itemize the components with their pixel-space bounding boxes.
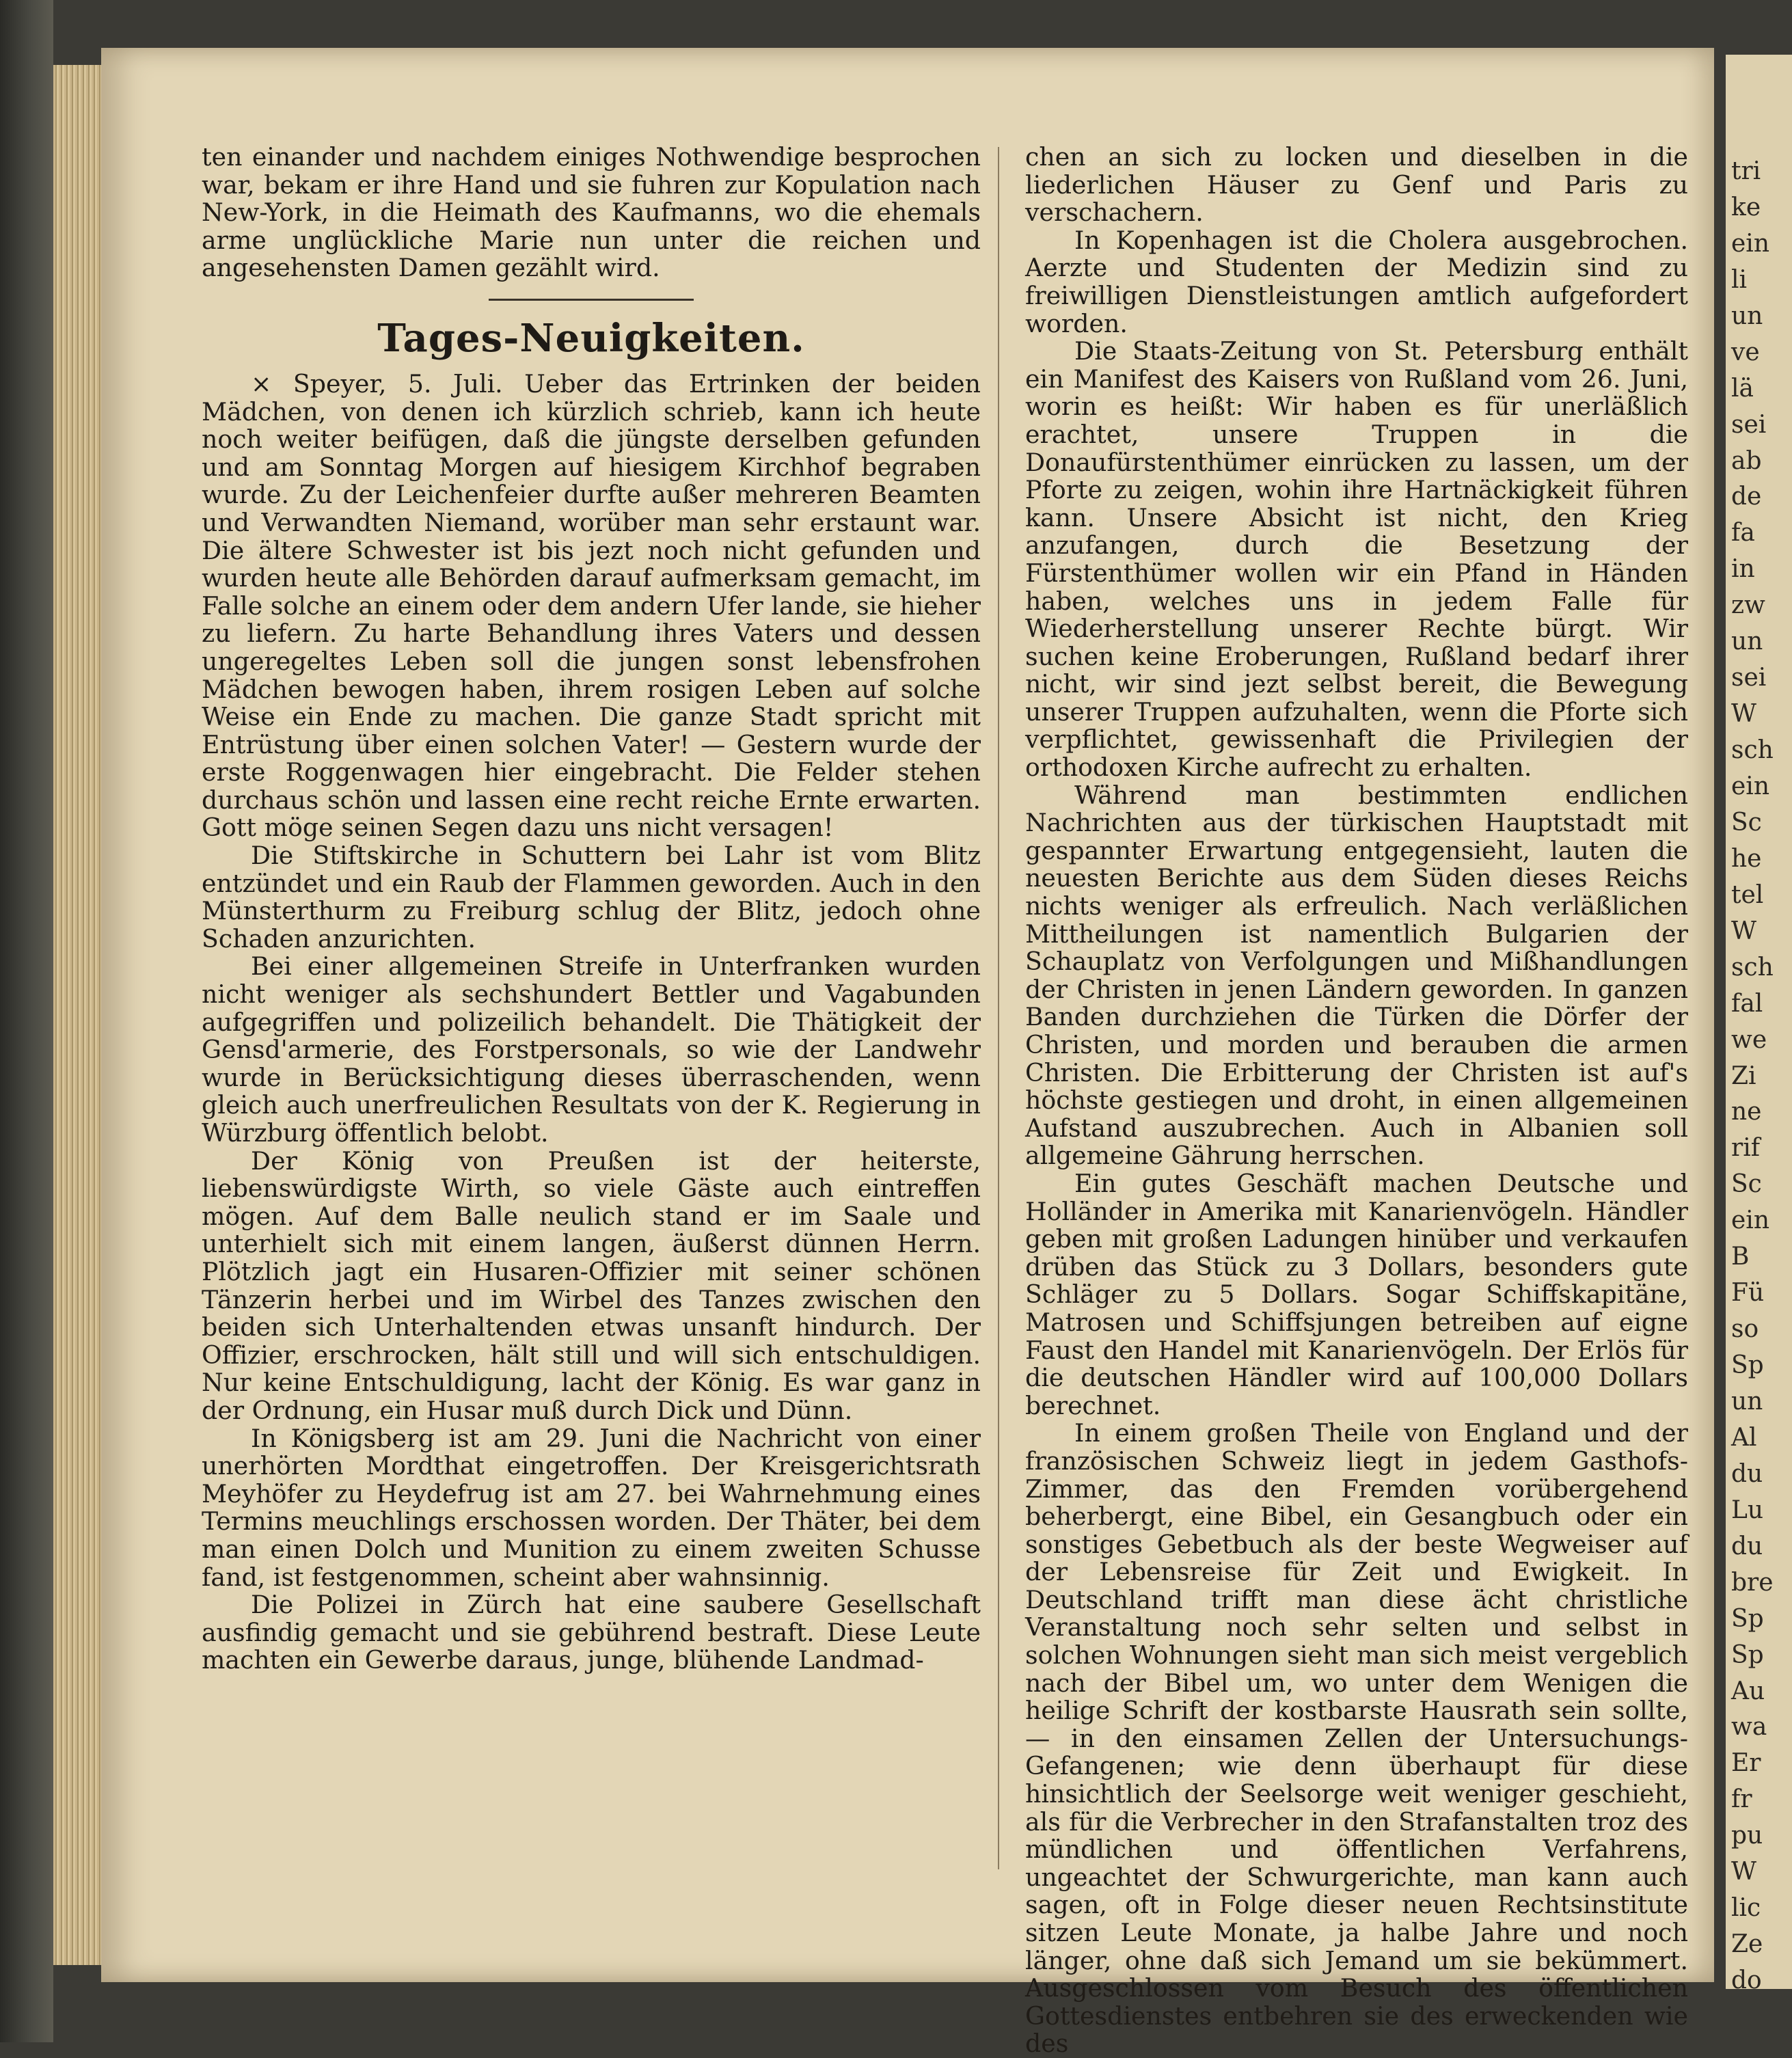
news-petersburg: Die Staats-Zeitung von St. Petersburg enthält ein Manifest des Kaisers von Rußland vom 26. Juni, worin es heißt: Wir haben es für unerläßlich erachtet, unsere Truppen in die Donaufürstenthümer einrücken zu lassen, um der Pforte zu zeigen, wohin ihre Hartnäckigkeit führen kann. Unsere Absicht ist nicht, den Krieg anzufangen, durch die Besetzung der Fürstenthümer wollen wir ein Pfand in Händen haben, welches uns in jedem Falle für Wiederherstellung unserer Rechte bürgt. Wir suchen keine Eroberungen, Rußland bedarf ihrer nicht, wir sind jezt selbst bereit, die Bewegung unserer Truppen aufzuhalten, wenn die Pforte sich verpflichtet, gewissenhaft die Privilegien der orthodoxen Kirche aufrecht zu erhalten. bbox=[1025, 336, 1688, 783]
next-page-fragment: Au bbox=[1731, 1677, 1765, 1705]
next-page-fragment: wa bbox=[1731, 1713, 1767, 1742]
next-page-fragment: Sc bbox=[1731, 808, 1762, 837]
next-page-fragment: Ze bbox=[1731, 1930, 1763, 1959]
next-page-fragment: lä bbox=[1731, 374, 1754, 403]
next-page-fragment: Lu bbox=[1731, 1495, 1764, 1524]
next-page-fragment: du bbox=[1731, 1532, 1763, 1560]
next-page-fragment: in bbox=[1731, 555, 1755, 584]
next-page-fragment: tri bbox=[1731, 157, 1761, 185]
next-page-fragment: zw bbox=[1731, 591, 1765, 620]
next-page-fragment: de bbox=[1731, 483, 1762, 511]
section-rule bbox=[489, 299, 694, 301]
next-page-fragment: Fü bbox=[1731, 1279, 1765, 1308]
next-page-fragment: li bbox=[1731, 265, 1748, 294]
next-page-fragment: fa bbox=[1731, 519, 1755, 547]
section-heading: Tages-Neuigkeiten. bbox=[377, 315, 805, 361]
next-page-fragment: Zi bbox=[1731, 1061, 1756, 1090]
news-koenigsberg: In Königsberg ist am 29. Juni die Nachricht von einer unerhörten Mordthat eingetroffen. Der Kreisgerichtsrath Meyhöfer zu Heydefrug ist am 27. bei Wahrnehmung eines Termins meuchlings erschossen worden. Der Thäter, bei dem man einen Dolch und Munition zu einem zweiten Schusse fand, ist festgenommen, scheint aber wahnsinnig. bbox=[202, 1423, 981, 1592]
left-column bbox=[202, 144, 981, 1675]
next-page-fragment: sei bbox=[1731, 410, 1767, 439]
next-page-fragment: Er bbox=[1731, 1749, 1761, 1778]
next-page-fragment: fr bbox=[1731, 1785, 1752, 1814]
news-tuerkei: Während man bestimmten endlichen Nachrichten aus der türkischen Hauptstadt mit gespannter Erwartung entgegensieht, lauten die neuesten Berichte aus dem Süden dieses Reichs nichts weniger als erfreulich. Nach verläßlichen Mittheilungen ist namentlich Bulgarien der Schauplatz von Verfolgungen und Mißhandlungen der Christen in jenen Ländern geworden. In ganzen Banden durchziehen die Türken die Dörfer der Christen, und morden und berauben die armen Christen. Die Erbitterung der Christen ist auf's höchste gestiegen und droht, in einen allgemeinen Aufstand auszubrechen. Auch in Albanien soll allgemeine Gährung herrschen. bbox=[1025, 780, 1688, 1171]
news-koenig-preussen: Der König von Preußen ist der heiterste, liebenswürdigste Wirth, so viele Gäste auch eintreffen mögen. Auf dem Balle neulich stand er im Saale und unterhielt sich mit einem langen, äußerst dünnen Herrn. Plötzlich jagt ein Husaren-Offizier mit seiner schönen Tänzerin herbei und im Wirbel des Tanzes zwischen den beiden sich Unterhaltenden etwas unsanft hindurch. Der Offizier, erschrocken, hält still und will sich entschuldigen. Nur keine Entschuldigung, lacht der König. Es war ganz in der Ordnung, ein Husar muß durch Dick und Dünn. bbox=[202, 1146, 981, 1425]
book-spine bbox=[0, 0, 53, 2042]
news-zuerich-cont: chen an sich zu locken und dieselben in die liederlichen Häuser zu Genf und Paris zu verschachern. bbox=[1025, 142, 1688, 228]
right-column bbox=[1025, 144, 1688, 2058]
next-page-fragment: un bbox=[1731, 627, 1763, 656]
next-page-fragment: sch bbox=[1731, 736, 1774, 765]
next-page-fragment: Al bbox=[1731, 1423, 1757, 1452]
next-page-fragment: Sc bbox=[1731, 1170, 1762, 1199]
next-page-fragment: Sp bbox=[1731, 1351, 1764, 1380]
next-page-fragment: he bbox=[1731, 844, 1762, 873]
next-page-fragment: un bbox=[1731, 1387, 1763, 1416]
news-kopenhagen: In Kopenhagen ist die Cholera ausgebrochen. Aerzte und Studenten der Medizin sind zu freiwilligen Dienstleistungen amtlich aufgefordert worden. bbox=[1025, 225, 1688, 338]
next-page-fragment: W bbox=[1731, 917, 1757, 945]
next-page-fragment: W bbox=[1731, 700, 1757, 729]
news-unterfranken: Bei einer allgemeinen Streife in Unterfranken wurden nicht weniger als sechshundert Bettler und Vagabunden aufgegriffen und polizeilich behandelt. Die Thätigkeit der Gensd'armerie, des Forstpersonals, so wie der Landwehr wurde in Berücksichtigung dieses überraschenden, wenn gleich auch unerfreulichen Resultats von der K. Regierung in Würzburg öffentlich belobt. bbox=[202, 951, 981, 1148]
column-divider bbox=[998, 147, 999, 1869]
next-page-fragment: lic bbox=[1731, 1894, 1761, 1923]
next-page-fragment: we bbox=[1731, 1025, 1767, 1054]
next-page-fragment: B bbox=[1731, 1243, 1750, 1271]
next-page-fragment: ein bbox=[1731, 1206, 1770, 1235]
news-bibel: In einem großen Theile von England und der französischen Schweiz liegt in jedem Gasthofs-Zimmer, das den Fremden vorübergehend beherbergt, eine Bibel, ein Gesangbuch oder ein sonstiges Gebetbuch als der beste Wegweiser auf der Lebensreise für Zeit und Ewigkeit. In Deutschland trifft man diese ächt christliche Veranstaltung noch sehr selten und selbst in solchen Wohnungen sieht man sich meist vergeblich nach der Bibel um, wo unter dem Wenigen die heilige Schrift der kostbarste Hausrath sein sollte, — in den einsamen Zellen der Untersuchungs-Gefangenen; wie denn überhaupt für diese hinsichtlich der Seelsorge weit weniger geschieht, als für die Verbrecher in den Strafanstalten troz des mündlichen und öffentlichen Verfahrens, ungeachtet der Schwurgerichte, man kann auch sagen, oft in Folge dieser neuen Rechtsinstitute sitzen Leute Monate, ja halbe Jahre und noch länger, ohne daß sich Jemand um sie bekümmert. Ausgeschlossen vom Besuch des öffentlichen Gottesdienstes entbehren sie des erweckenden wie des bbox=[1025, 1418, 1688, 2058]
news-zuerich: Die Polizei in Zürch hat eine saubere Gesellschaft ausfindig gemacht und sie gebührend bestraft. Diese Leute machten ein Gewerbe daraus, junge, blühende Landmad- bbox=[202, 1590, 981, 1675]
next-page-fragment: Sp bbox=[1731, 1604, 1764, 1633]
next-page-fragment: sch bbox=[1731, 953, 1774, 981]
next-page-fragment: du bbox=[1731, 1459, 1763, 1488]
next-page-fragment: so bbox=[1731, 1315, 1759, 1344]
next-page-fragment: ve bbox=[1731, 338, 1760, 366]
next-page-fragment: pu bbox=[1731, 1822, 1763, 1850]
news-kanarienvoegel: Ein gutes Geschäft machen Deutsche und Holländer in Amerika mit Kanarienvögeln. Händler geben mit großen Ladungen hinüber und verkaufen drüben das Stück zu 3 Dollars, besonders gute Schläger zu 5 Dollars. Sogar Schiffskapitäne, Matrosen und Schiffsjungen betreiben auf eigne Faust den Handel mit Kanarienvögeln. Der Erlös für die deutschen Händler wird auf 100,000 Dollars berechnet. bbox=[1025, 1168, 1688, 1420]
next-page-edge bbox=[1726, 55, 1792, 1989]
news-schuttern: Die Stiftskirche in Schuttern bei Lahr ist vom Blitz entzündet und ein Raub der Flammen geworden. Auch in den Münsterthurm zu Freiburg schlug der Blitz, jedoch ohne Schaden anzurichten. bbox=[202, 841, 981, 953]
next-page-fragment: ke bbox=[1731, 193, 1761, 221]
next-page-fragment: tel bbox=[1731, 880, 1764, 909]
next-page-fragment: ein bbox=[1731, 229, 1770, 258]
next-page-fragment: un bbox=[1731, 301, 1763, 330]
next-page-fragment: ne bbox=[1731, 1098, 1762, 1126]
next-page-fragment: W bbox=[1731, 1858, 1757, 1886]
next-page-fragment: fal bbox=[1731, 989, 1763, 1018]
next-page-fragment: ab bbox=[1731, 446, 1762, 475]
article-intro: ten einander und nachdem einiges Nothwendige besprochen war, bekam er ihre Hand und sie fuhren zur Kopulation nach New-York, in die Heimath des Kaufmanns, wo die ehemals arme unglückliche Marie nun unter die reichen und angesehensten Damen gezählt wird. bbox=[202, 142, 981, 283]
next-page-fragment: rif bbox=[1731, 1134, 1761, 1163]
next-page-fragment: ein bbox=[1731, 772, 1770, 800]
next-page-fragment: sei bbox=[1731, 664, 1767, 692]
page-edges bbox=[53, 65, 101, 1965]
next-page-fragment: Sp bbox=[1731, 1640, 1764, 1669]
next-page-fragment: bre bbox=[1731, 1568, 1774, 1597]
news-speyer: × Speyer, 5. Juli. Ueber das Ertrinken der beiden Mädchen, von denen ich kürzlich schrieb, kann ich heute noch weiter beifügen, daß die jüngste derselben gefunden und am Sonntag Morgen auf hiesigem Kirchhof begraben wurde. Zu der Leichenfeier durfte außer mehreren Beamten und Verwandten Niemand, worüber man sehr erstaunt war. Die ältere Schwester ist bis jezt noch nicht gefunden und wurden heute alle Behörden darauf aufmerksam gemacht, im Falle solche an einem oder dem andern Ufer lande, sie hieher zu liefern. Zu harte Behandlung ihres Vaters und dessen ungeregeltes Leben soll die jungen sonst lebensfrohen Mädchen bewogen haben, ihrem rosigen Leben auf solche Weise ein Ende zu machen. Die ganze Stadt spricht mit Entrüstung über einen solchen Vater! — Gestern wurde der erste Roggenwagen hier eingebracht. Die Felder stehen durchaus schön und lassen eine recht reiche Ernte erwarten. Gott möge seinen Segen dazu uns nicht versagen! bbox=[202, 368, 981, 843]
next-page-fragment: do bbox=[1731, 1966, 1762, 1989]
